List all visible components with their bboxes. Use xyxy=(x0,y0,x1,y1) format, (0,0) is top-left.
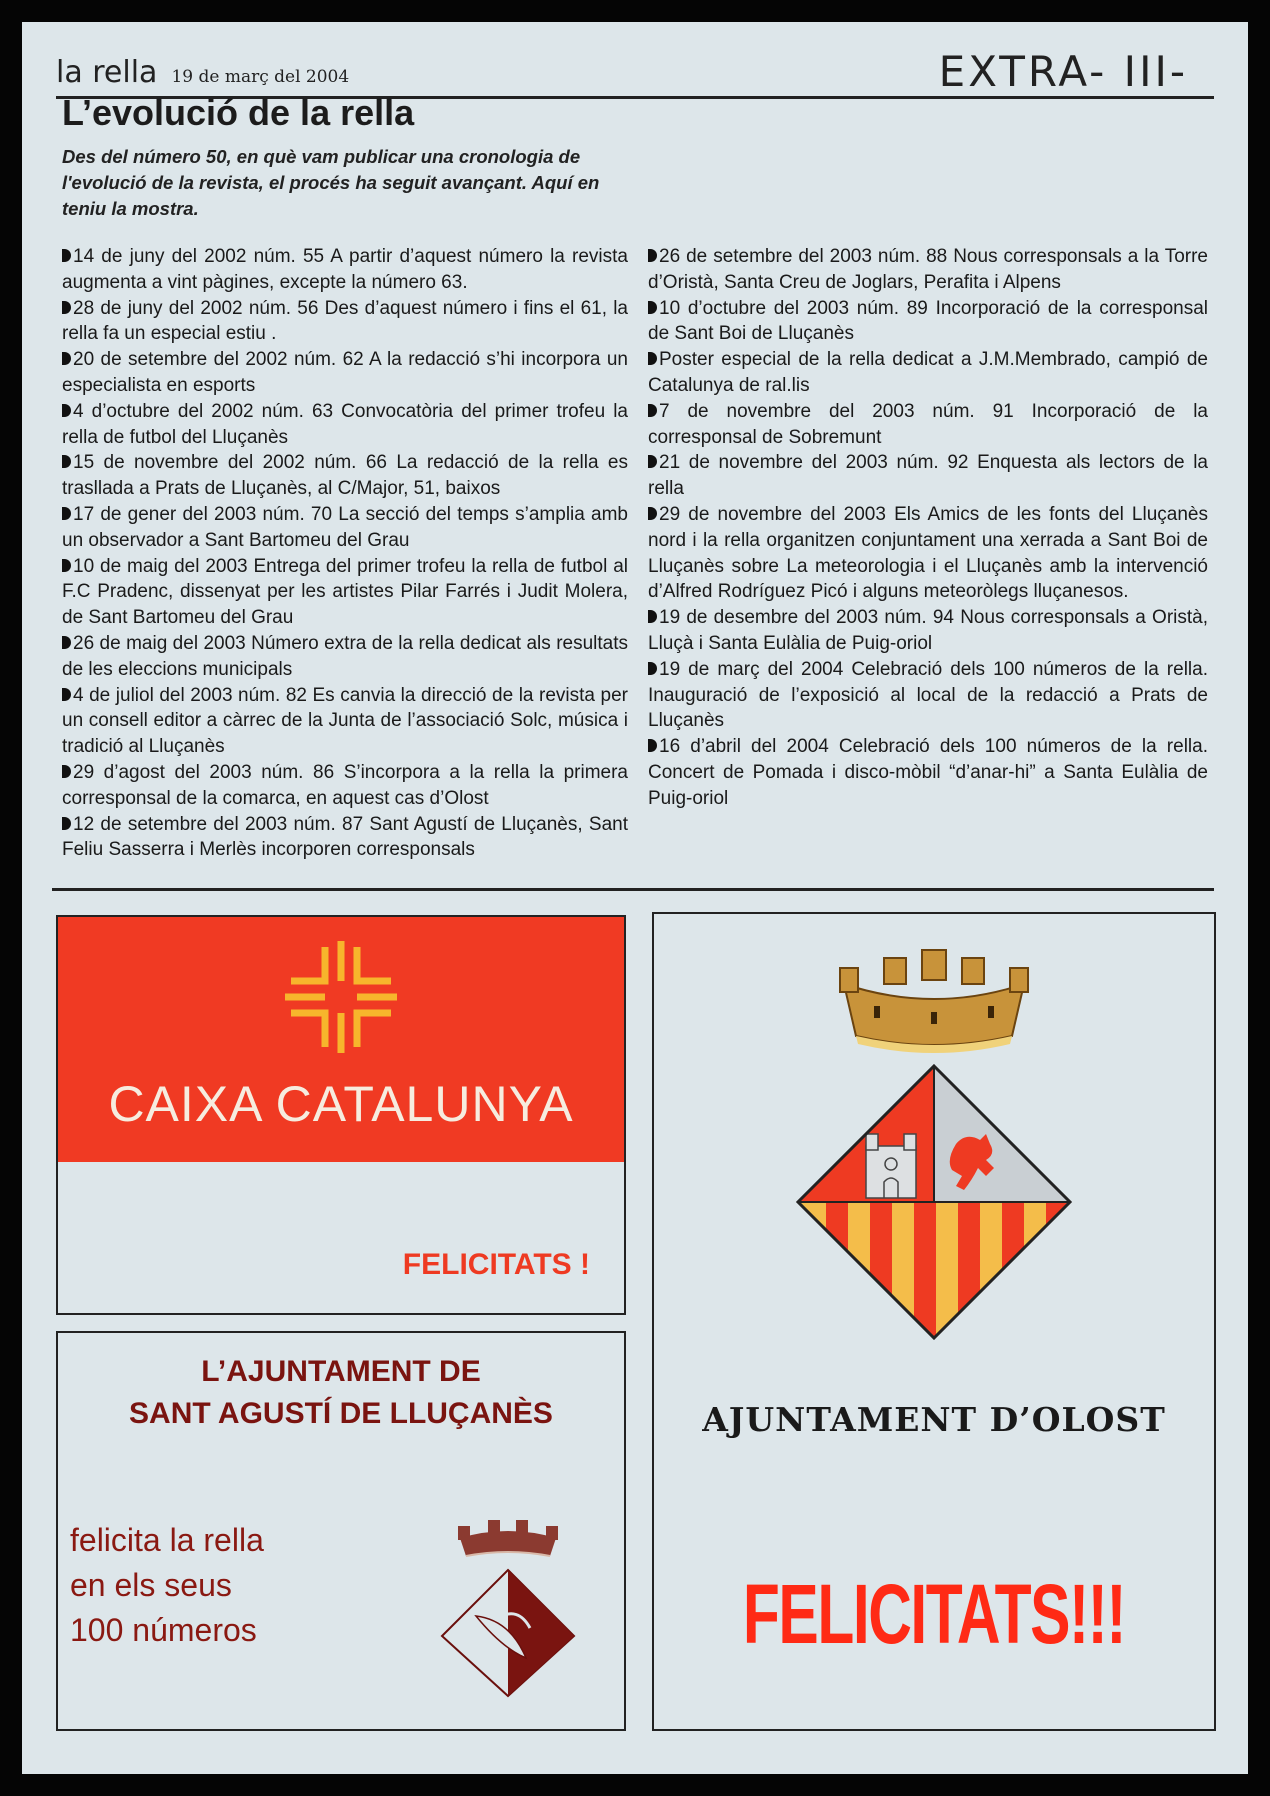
article-intro: Des del número 50, en què vam publicar una cronologia de l'evolució de la revista, el procés ha seguit avançant. Aquí en teniu la mostra. xyxy=(62,146,600,219)
caixa-catalunya-logo-icon xyxy=(281,937,401,1057)
bullet-icon xyxy=(62,249,71,262)
article-title: L’evolució de la rella xyxy=(62,92,415,133)
bullet-icon xyxy=(62,404,71,417)
bullet-icon xyxy=(62,507,71,520)
bullet-icon xyxy=(62,301,71,314)
sant-agusti-message-line3: 100 números xyxy=(70,1612,257,1648)
timeline-entry: 4 de juliol del 2003 núm. 82 Es canvia la direcció de la revista per un consell editor a càrrec de la Junta de l’associació Solc, música i tradició al Lluçanès xyxy=(62,684,628,758)
bullet-icon xyxy=(62,688,71,701)
sant-agusti-message-line2: en els seus xyxy=(70,1567,232,1603)
timeline-entry: 12 de setembre del 2003 núm. 87 Sant Agustí de Lluçanès, Sant Feliu Sasserra i Merlès incorporen corresponsals xyxy=(62,813,628,861)
olost-coat-of-arms-icon xyxy=(796,1064,1072,1340)
timeline-entry: 20 de setembre del 2002 núm. 62 A la redacció s’hi incorpora un especialista en esports xyxy=(62,349,628,396)
bullet-icon xyxy=(648,610,657,623)
timeline-entry: 16 d’abril del 2004 Celebració dels 100 números de la rella. Concert de Pomada i disco-mòbil “d’anar-hi” a Santa Eulàlia de Puig-oriol xyxy=(648,736,1208,809)
timeline-left-column xyxy=(62,244,628,863)
bullet-icon xyxy=(62,636,71,649)
sant-agusti-ad xyxy=(56,1331,626,1731)
timeline-entry: 29 de novembre del 2003 Els Amics de les fonts del Lluçanès nord i la rella organitzen conjuntament una xerrada a Sant Boi de Lluçanès sobre La meteorologia i el Lluçanès amb la intervenció d’Alfred Rodríguez Picó i alguns meteoròlegs lluçanesos. xyxy=(648,503,1208,603)
timeline-entry: 15 de novembre del 2002 núm. 66 La redacció de la rella es trasllada a Prats de Lluçanès, al C/Major, 51, baixos xyxy=(62,452,628,500)
olost-ad xyxy=(652,912,1216,1731)
bullet-icon xyxy=(648,507,657,520)
bullet-icon xyxy=(62,352,71,365)
bullet-icon xyxy=(62,817,71,830)
timeline-right-column xyxy=(648,244,1208,812)
publication-name: la rella xyxy=(56,55,158,90)
bullet-icon xyxy=(648,739,657,752)
bullet-icon xyxy=(62,559,71,572)
issue-date: 19 de març del 2004 xyxy=(171,67,350,87)
bullet-icon xyxy=(648,662,657,675)
timeline-entry: 10 de maig del 2003 Entrega del primer trofeu la rella de futbol al F.C Pradenc, dissenyat per les artistes Pilar Farrés i Judit Molera, de Sant Bartomeu del Grau xyxy=(62,555,628,629)
section-divider xyxy=(52,888,1214,891)
timeline-entry: 14 de juny del 2002 núm. 55 A partir d’aquest número la revista augmenta a vint pàgines, excepte la número 63. xyxy=(62,246,628,293)
page-header xyxy=(56,38,1214,99)
bullet-icon xyxy=(62,455,71,468)
olost-congrats: FELICITATS!!! xyxy=(742,1567,1126,1661)
caixa-catalunya-ad xyxy=(56,915,626,1315)
timeline-entry: 26 de setembre del 2003 núm. 88 Nous corresponsals a la Torre d’Oristà, Santa Creu de Joglars, Perafita i Alpens xyxy=(648,246,1208,293)
sant-agusti-title-line2: SANT AGUSTÍ DE LLUÇANÈS xyxy=(129,1397,553,1430)
timeline-entry: 29 d’agost del 2003 núm. 86 S’incorpora a la rella la primera corresponsal de la comarca, en aquest cas d’Olost xyxy=(62,761,628,809)
timeline-entry: 7 de novembre del 2003 núm. 91 Incorporació de la corresponsal de Sobremunt xyxy=(648,400,1208,448)
sant-agusti-message xyxy=(70,1518,264,1653)
edition-label: EXTRA- III- xyxy=(938,47,1188,96)
sant-agusti-crest-icon xyxy=(438,1498,578,1698)
timeline-entry: 17 de gener del 2003 núm. 70 La secció del temps s’amplia amb un observador a Sant Bartomeu del Grau xyxy=(62,503,628,551)
bullet-icon xyxy=(648,455,657,468)
caixa-red-banner xyxy=(58,917,624,1162)
bullet-icon xyxy=(648,301,657,314)
newspaper-page xyxy=(22,22,1248,1774)
sant-agusti-title xyxy=(58,1351,624,1435)
timeline-entry: 19 de desembre del 2003 núm. 94 Nous corresponsals a Oristà, Lluçà i Santa Eulàlia de Puig-oriol xyxy=(648,607,1208,654)
caixa-congrats: FELICITATS ! xyxy=(402,1248,590,1281)
bullet-icon xyxy=(648,249,657,262)
timeline-entry: 21 de novembre del 2003 núm. 92 Enquesta als lectors de la rella xyxy=(648,452,1208,500)
timeline-entry: 28 de juny del 2002 núm. 56 Des d’aquest número i fins el 61, la rella fa un especial estiu . xyxy=(62,297,628,345)
olost-crown-icon xyxy=(834,944,1034,1054)
timeline-entry: 19 de març del 2004 Celebració dels 100 números de la rella. Inauguració de l’exposició al local de la redacció a Prats de Lluçanès xyxy=(648,658,1208,732)
sant-agusti-title-line1: L’AJUNTAMENT DE xyxy=(201,1355,481,1388)
timeline-entry: 26 de maig del 2003 Número extra de la rella dedicat als resultats de les eleccions municipals xyxy=(62,632,628,680)
caixa-name: CAIXA CATALUNYA xyxy=(108,1076,574,1132)
bullet-icon xyxy=(648,352,657,365)
sant-agusti-message-line1: felicita la rella xyxy=(70,1522,264,1558)
bullet-icon xyxy=(62,765,71,778)
timeline-entry: 10 d’octubre del 2003 núm. 89 Incorporació de la corresponsal de Sant Boi de Lluçanès xyxy=(648,297,1208,345)
timeline-entry: Poster especial de la rella dedicat a J.M.Membrado, campió de Catalunya de ral.lis xyxy=(648,349,1208,396)
header-left xyxy=(56,55,349,90)
timeline-entry: 4 d’octubre del 2002 núm. 63 Convocatòria del primer trofeu la rella de futbol del Lluçanès xyxy=(62,400,628,448)
olost-name: AJUNTAMENT D’OLOST xyxy=(702,1400,1166,1439)
bullet-icon xyxy=(648,404,657,417)
